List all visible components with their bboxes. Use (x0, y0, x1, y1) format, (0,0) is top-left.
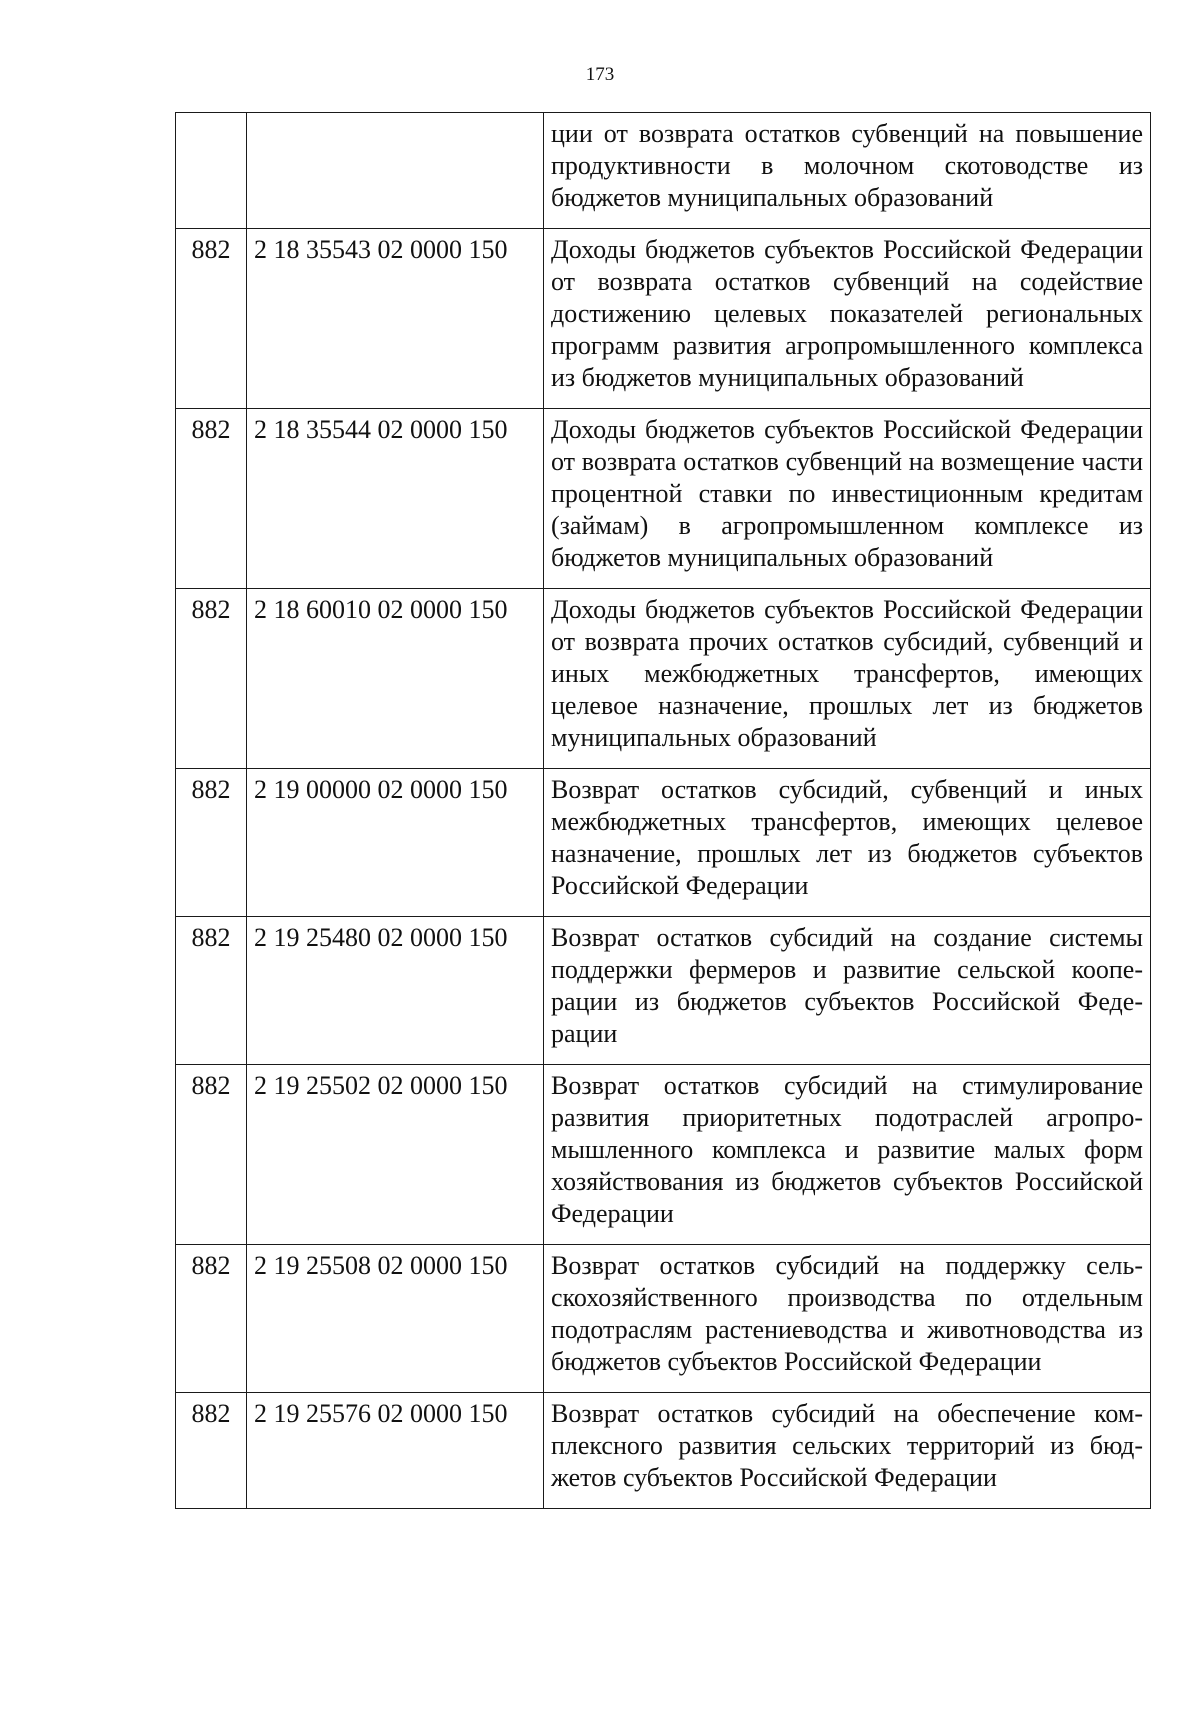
description-cell: Доходы бюджетов субъектов Российской Федерации от возврата прочих остатков субсидий, субвенций и иных межбюджетных трансфертов, имеющих целевое назначение, прошлых лет из бюджетов муниципальных образований (544, 589, 1151, 769)
budget-classification-code-cell: 2 19 00000 02 0000 150 (247, 769, 544, 917)
admin-code-cell: 882 (176, 409, 247, 589)
admin-code-cell: 882 (176, 917, 247, 1065)
admin-code-cell: 882 (176, 769, 247, 917)
admin-code-cell: 882 (176, 1065, 247, 1245)
description-cell: Возврат остатков субсидий на стимулирование развития приоритетных подотраслей агропромышленного комплекса и развитие малых форм хозяйствования из бюджетов субъектов Российской Федерации (544, 1065, 1151, 1245)
description-cell: Возврат остатков субсидий на обеспечение комплексного развития сельских территорий из бюджетов субъектов Российской Федерации (544, 1393, 1151, 1509)
budget-classification-code-cell: 2 18 35544 02 0000 150 (247, 409, 544, 589)
budget-classification-code-cell: 2 19 25480 02 0000 150 (247, 917, 544, 1065)
admin-code-cell: 882 (176, 1245, 247, 1393)
table-row (176, 589, 1151, 769)
description-cell: Доходы бюджетов субъектов Российской Федерации от возврата остатков субвенций на возмещение части процентной ставки по инвестиционным кредитам (займам) в агропромышленном комплексе из бюджетов муниципальных образований (544, 409, 1151, 589)
description-cell: Возврат остатков субсидий, субвенций и иных межбюджетных трансфертов, имеющих целевое назначение, прошлых лет из бюджетов субъектов Российской Федерации (544, 769, 1151, 917)
page-number: 173 (585, 64, 615, 85)
description-cell: ции от возврата остатков субвенций на повышение продуктивности в молочном скотоводстве из бюджетов муниципальных образований (544, 113, 1151, 229)
budget-classification-code-cell: 2 19 25508 02 0000 150 (247, 1245, 544, 1393)
admin-code-cell (176, 113, 247, 229)
table-row (176, 769, 1151, 917)
table-row (176, 917, 1151, 1065)
table-row (176, 409, 1151, 589)
admin-code-cell: 882 (176, 589, 247, 769)
table-row (176, 1065, 1151, 1245)
table-row (176, 1393, 1151, 1509)
description-cell: Возврат остатков субсидий на создание системы поддержки фермеров и развитие сельской кооперации из бюджетов субъектов Российской Федерации (544, 917, 1151, 1065)
budget-classification-code-cell: 2 19 25576 02 0000 150 (247, 1393, 544, 1509)
table-row (176, 1245, 1151, 1393)
admin-code-cell: 882 (176, 1393, 247, 1509)
admin-code-cell: 882 (176, 229, 247, 409)
description-cell: Доходы бюджетов субъектов Российской Федерации от возврата остатков субвенций на содействие достижению целевых показателей региональных программ развития агропромышленного комплекса из бюджетов муниципальных образований (544, 229, 1151, 409)
table-row (176, 113, 1151, 229)
budget-code-table (175, 112, 1151, 1509)
budget-classification-code-cell: 2 19 25502 02 0000 150 (247, 1065, 544, 1245)
description-cell: Возврат остатков субсидий на поддержку сельскохозяйственного производства по отдельным подотраслям растениеводства и животноводства из бюджетов субъектов Российской Федерации (544, 1245, 1151, 1393)
table-row (176, 229, 1151, 409)
budget-classification-code-cell: 2 18 35543 02 0000 150 (247, 229, 544, 409)
budget-classification-code-cell: 2 18 60010 02 0000 150 (247, 589, 544, 769)
budget-classification-code-cell (247, 113, 544, 229)
